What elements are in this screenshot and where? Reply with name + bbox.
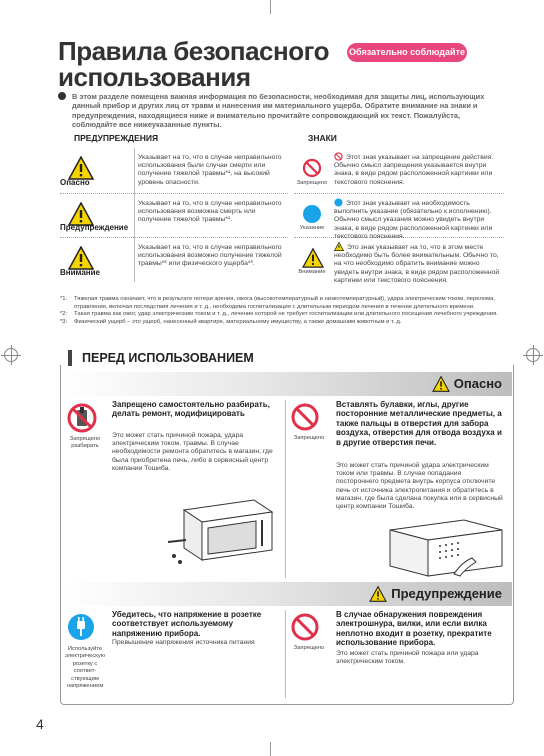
warning-triangle-icon — [432, 376, 450, 392]
footnote-key: *3: — [60, 318, 68, 325]
danger-bar — [62, 372, 512, 396]
warning-label: Опасно — [60, 178, 90, 187]
warning-row — [60, 194, 288, 238]
mandatory-badge: Обязательно соблюдайте — [347, 43, 467, 62]
column-divider — [285, 610, 286, 698]
warning-label: Внимание — [60, 268, 100, 277]
prohibit-icon — [334, 152, 343, 161]
footnote-text: Тяжелая травма означает, что в результате потери зрения, ожога (высокотемпературный и низкотемпературный), удара электрическим током, перелома, отравления, включая последствия лечения и т. д., необходима госпитализация с длительным периодом лечения в течение длительного времени. — [74, 296, 496, 310]
sign-row — [294, 194, 504, 238]
sign-desc-text: Этот знак указывает на необходимость выполнить указание (обязательно к исполнению). Обычно смысл указания можно увидеть внутри знака, в виде рядом расположенной картинки или текстового пояснения. — [334, 200, 493, 240]
warning-bar-label — [369, 584, 502, 604]
title-line-2: использования — [58, 62, 251, 92]
footnote — [60, 319, 504, 327]
item-caption: Запрещено разбирать — [69, 436, 101, 450]
sign-desc-text: Это знак указывает на то, что в этом месте необходимо быть более внимательным. Обычно то, на что необходимо обратить внимание можно увидеть внутри знака, в виде рядом расположенной картинки или текстового пояснения. — [334, 244, 500, 284]
column-divider — [285, 400, 286, 578]
footnote-text: Физический ущерб – это ущерб, нанесенный квартире, материальному имуществу, а также домашним животным и т. д. — [74, 318, 402, 325]
footnote-text: Такая травма как ожог, удар электрическим током и т. д., лечение которой не требует госпитализации или длительного посещения лечебного учреждения. — [74, 311, 498, 318]
warning-desc: Указывает на то, что в случае неправильного использования возможна смерть или получение тяжелой травмы*¹. — [138, 200, 282, 224]
warning-desc: Указывает на то, что в случае неправильного использования были случаи смерти или получение тяжелой травмы*¹, на высокий уровень опасности. — [138, 154, 282, 186]
item-caption: Используйте электрическую розетку с соответ- ствующим напряжением — [64, 646, 106, 690]
intro-paragraph: В этом разделе помещена важная информация по безопасности, необходимая для защиты лиц, использующих данный прибор и других лиц от травм и нанесения им материального ущерба. Обратите внимание на знаки и предупреждения, находящиеся ниже и внимательно прочитайте сопровождающий их текст. Пожалуйста, соблюдайте все нижеуказанные пункты. — [72, 92, 485, 130]
page-title — [58, 38, 348, 90]
footnote — [60, 311, 504, 319]
item-heading: Запрещено самостоятельно разбирать, делать ремонт, модифицировать — [112, 400, 270, 419]
sign-desc — [334, 152, 502, 187]
danger-label-text: Опасно — [453, 376, 502, 391]
crop-mark — [270, 742, 271, 756]
warning-desc: Указывает на то, что в случае неправильного использования возможно получение тяжелой травмы*² или физического ущерба*³. — [138, 244, 282, 268]
sign-row — [294, 238, 504, 282]
item-body: Превышение напряжения источника питания — [112, 639, 255, 646]
warning-row — [60, 148, 288, 194]
warning-triangle-icon — [68, 246, 94, 270]
warning-triangle-icon — [334, 242, 344, 251]
item-heading: Убедитесь, что напряжение в розетке соответствует используемому напряжению прибора. — [112, 610, 262, 638]
bullet-icon — [58, 92, 66, 100]
warnings-heading: ПРЕДУПРЕЖДЕНИЯ — [60, 131, 288, 145]
before-use-heading: ПЕРЕД ИСПОЛЬЗОВАНИЕМ — [68, 350, 298, 366]
danger-item-foreign-objects — [288, 398, 510, 580]
sign-desc — [334, 242, 502, 285]
sign-desc-text: Этот знак указывает на запрещение действия. Обычно смысл запрещения указывается внутри знака, в виде рядом расположенной картинки или текстового пояснения. — [334, 154, 494, 186]
footnote-key: *2: — [60, 311, 68, 318]
item-caption: Запрещено — [293, 645, 325, 651]
sign-desc — [334, 198, 502, 241]
warning-triangle-icon — [302, 248, 324, 268]
warning-bar — [62, 582, 512, 606]
footnote — [60, 296, 504, 311]
warning-label: Предупреждение — [60, 223, 129, 232]
warning-triangle-icon — [369, 586, 387, 602]
danger-bar-label — [432, 374, 502, 394]
warning-label-text: Предупреждение — [391, 586, 502, 601]
item-heading: В случае обнаружения повреждения электрошнура, вилки, или если вилка неплотно входит в розетку, прекратите использование прибора. — [336, 610, 492, 648]
divider — [134, 148, 135, 282]
warning-item-damaged-cord — [288, 608, 510, 702]
registration-mark — [526, 348, 540, 362]
plug-icon — [66, 612, 96, 642]
warning-triangle-icon — [68, 156, 94, 180]
prohibit-icon — [290, 402, 320, 432]
mandatory-icon — [334, 198, 343, 207]
item-body: Это может стать причиной удара электрическим током или травмы. В случае попадания постороннего предмета внутрь корпуса отключите печь от источника электропитания и обратитесь в магазин, где была сделана покупка или в сервисный центр компании Тошиба. — [336, 462, 503, 511]
crop-mark — [270, 0, 271, 14]
item-body: Это может стать причиной пожара или удара электрическим током. — [336, 650, 479, 666]
warning-row — [60, 238, 288, 282]
prohibit-icon — [302, 158, 322, 178]
prohibit-icon — [290, 612, 320, 642]
signs-heading: ЗНАКИ — [294, 131, 504, 145]
footnotes — [60, 296, 504, 326]
registration-mark — [4, 348, 18, 362]
warning-item-voltage — [64, 608, 282, 702]
sign-label: Внимание — [298, 269, 326, 275]
sign-label: Указание — [299, 225, 325, 231]
item-body: Это может стать причиной пожара, удара электрическим током, травмы. В случае необходимости ремонта обратитесь в магазин, где была приобретена печь, либо в сервисный центр компании Тошиба. — [112, 432, 273, 472]
sign-label: Запрещено — [296, 180, 328, 186]
sign-row — [294, 148, 504, 194]
danger-item-disassemble — [64, 398, 282, 580]
intro-text — [60, 92, 500, 130]
mandatory-icon — [302, 204, 322, 224]
footnote-key: *1: — [60, 296, 68, 302]
microwave-illustration — [384, 516, 504, 578]
page-number: 4 — [36, 716, 44, 732]
microwave-illustration — [164, 492, 274, 572]
item-heading: Вставлять булавки, иглы, другие посторонние металлические предметы, а также пальцы в отверстия для забора воздуха, отверстия для отвода воздуха и в другие отверстия печи. — [336, 400, 502, 447]
item-caption: Запрещено — [293, 435, 325, 441]
title-line-1: Правила безопасного — [58, 36, 329, 66]
no-disassemble-icon — [66, 402, 98, 434]
